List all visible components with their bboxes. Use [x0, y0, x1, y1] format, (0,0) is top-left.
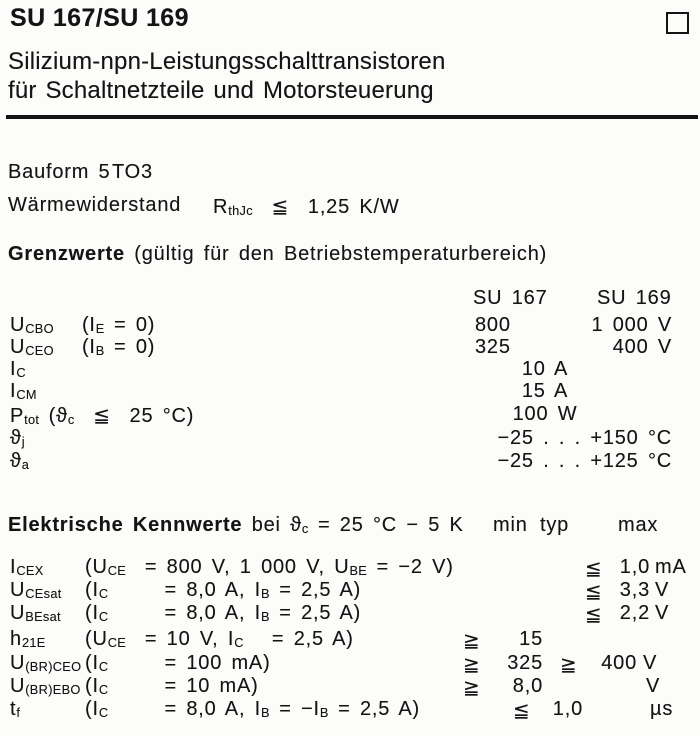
unit: µs	[650, 698, 674, 720]
parameter-symbol: $ϑ_a$	[10, 450, 30, 472]
table-row-theta-a	[0, 450, 700, 473]
test-condition: ($I_C$ = 8,0 A, $I_B = 2,5$ A)	[85, 602, 362, 624]
corner-square-icon	[666, 12, 689, 34]
section-heading-kennwerte	[8, 514, 464, 537]
value-shared: −25 . . . +125 °C	[497, 450, 672, 472]
test-condition: ($I_C$ = 8,0 A, $I_B = 2,5$ A)	[85, 579, 362, 601]
table-row-ptot	[0, 403, 700, 426]
relation-sign: ≦	[513, 700, 531, 722]
relation-sign: ≦	[585, 581, 603, 603]
page-title: SU 167/SU 169	[10, 4, 189, 32]
table-row-ubrceo	[0, 652, 700, 675]
section-heading-grenzwerte	[8, 243, 547, 266]
value-shared: 100 W	[512, 403, 578, 425]
column-header-su167: SU 167	[473, 287, 548, 309]
max-value: 2,2	[619, 602, 650, 624]
parameter-symbol: $U_{(BR)EBO}$	[10, 675, 81, 697]
relation-sign: ≧	[560, 654, 578, 676]
divider-rule	[6, 115, 698, 119]
max-value: 1,0	[619, 556, 650, 578]
unit: V	[646, 675, 661, 697]
table-row-icex	[0, 556, 700, 579]
parameter-symbol: $U_{CBO}$ $(I_E = 0)$	[10, 314, 156, 336]
kennwerte-heading-note: bei $ϑ_c = 25$ °C − 5 K	[242, 514, 464, 536]
min-value: 8,0	[512, 675, 543, 697]
parameter-symbol: $I_{CEX}$	[10, 556, 44, 578]
relation-sign: ≧	[463, 630, 481, 652]
relation-sign: ≦	[585, 604, 603, 626]
test-condition: ($I_C$ = 10 mA)	[85, 675, 259, 697]
unit: mA	[655, 556, 687, 578]
min-value: 325	[507, 652, 543, 674]
test-condition: ($I_C$ = 8,0 A, $I_B = -I_B = 2,5$ A)	[85, 698, 420, 720]
table-row-theta-j	[0, 427, 700, 450]
parameter-symbol: $I_C$	[10, 358, 26, 380]
value-su169: 400 V	[612, 336, 672, 358]
table-row-ucbo	[0, 314, 700, 337]
value-su169: 1 000 V	[591, 314, 672, 336]
subtitle-line-1: Silizium-npn-Leistungsschalttransistoren	[8, 48, 446, 75]
table-row-ic	[0, 358, 700, 381]
value-su167: 325	[475, 336, 511, 358]
parameter-symbol: $U_{BEsat}$	[10, 602, 61, 624]
parameter-symbol: $U_{CEsat}$	[10, 579, 62, 601]
grenzwerte-heading-note: (gültig für den Betriebstemperaturbereich)	[124, 243, 548, 265]
typ-value: 1,0	[552, 698, 583, 720]
test-condition: ($U_{CE} = 10$ V, $I_C = 2,5$ A)	[85, 628, 354, 650]
table-row-ubrebo	[0, 675, 700, 698]
bauform-label: Bauform 5	[8, 161, 111, 183]
value-shared: 15 A	[521, 380, 569, 402]
value-shared: 10 A	[521, 358, 569, 380]
subtitle-line-2: für Schaltnetzteile und Motorsteuerung	[8, 77, 434, 104]
relation-sign: ≧	[463, 677, 481, 699]
max-value: 400	[601, 652, 637, 674]
test-condition: ($I_C$ = 100 mA)	[85, 652, 271, 674]
thermal-resistance-value: $R_{thJc}$ ≦ 1,25 K/W	[213, 196, 400, 218]
max-value: 3,3	[619, 579, 650, 601]
parameter-symbol: $P_{tot}$ ($ϑ_c$ ≦ 25 °C)	[10, 405, 195, 427]
relation-sign: ≦	[585, 558, 603, 580]
package-type: TO3	[112, 161, 153, 183]
grenzwerte-heading-bold: Grenzwerte	[8, 243, 125, 265]
unit: V	[655, 602, 670, 624]
table-row-ucesat	[0, 579, 700, 602]
parameter-symbol: $U_{(BR)CEO}$	[10, 652, 82, 674]
value-shared: −25 . . . +150 °C	[497, 427, 672, 449]
parameter-symbol: $t_f$	[10, 698, 21, 720]
table-row-tf	[0, 698, 700, 721]
value-su167: 800	[475, 314, 511, 336]
thermal-resistance-label: Wärmewiderstand	[8, 194, 182, 216]
table-row-icm	[0, 380, 700, 403]
column-header-typ: typ	[540, 514, 570, 536]
parameter-symbol: $I_{CM}$	[10, 380, 37, 402]
column-header-max: max	[618, 514, 659, 536]
parameter-symbol: $ϑ_j$	[10, 427, 25, 449]
table-row-uceo	[0, 336, 700, 359]
unit: V	[643, 652, 658, 674]
parameter-symbol: $h_{21E}$	[10, 628, 46, 650]
column-header-su169: SU 169	[597, 287, 672, 309]
kennwerte-heading-bold: Elektrische Kennwerte	[8, 514, 243, 536]
unit: V	[655, 579, 670, 601]
table-row-h21e	[0, 628, 700, 651]
min-value: 15	[519, 628, 543, 650]
relation-sign: ≧	[463, 654, 481, 676]
test-condition: ($U_{CE} = 800$ V, 1 000 V, $U_{BE} = -2$ V)	[85, 556, 454, 578]
parameter-symbol: $U_{CEO}$ $(I_B = 0)$	[10, 336, 156, 358]
table-row-ubesat	[0, 602, 700, 625]
column-header-min: min	[493, 514, 528, 536]
